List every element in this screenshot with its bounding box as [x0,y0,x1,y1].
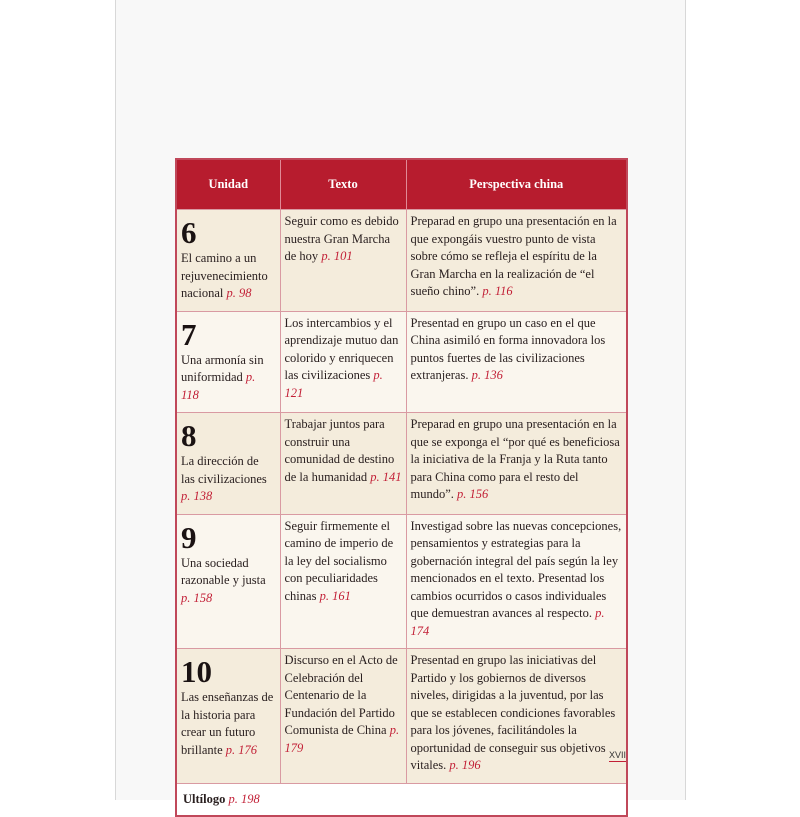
perspective-text: Presentad en grupo un caso en el que China asimiló en forma innovadora los puntos fuertes de las civilizaciones extranjeras. [410,315,606,382]
page-number: XVII [609,750,627,760]
unit-cell [176,649,280,784]
unit-number: 10 [181,654,212,689]
perspective-cell [406,514,627,649]
text-title: Discurso en el Acto de Celebración del Centenario de la Fundación del Partido Comunista de China [284,653,398,737]
page-ref-link[interactable]: p. 158 [181,590,213,605]
table-row [176,311,627,413]
page-ref-link[interactable]: p. 176 [225,742,258,757]
text-cell [280,413,406,515]
perspective-text: Investigad sobre las nuevas concepciones, pensamientos y estrategias para la gobernación integral del país según la ley mencionados en el texto. Presentad los cambios ocurridos o casos individuales que demuestran avances al respecto. [410,518,622,620]
perspective-text: Preparad en grupo una presentación en la que expongáis vuestro punto de vista sobre cómo se refleja el espíritu de la Gran Marcha en la realización de “el sueño chino”. [410,214,617,298]
unit-title: Una armonía sin uniformidad [181,352,264,384]
page-ref-link[interactable]: p. 138 [181,489,213,503]
unit-number: 8 [181,418,197,453]
perspective-text: Presentad en grupo las iniciativas del Partido y los gobiernos de diversos niveles, dirigidas a la juventud, por las que se establecen condiciones favorables para los jóvenes, facilitándoles la oportunidad de conseguir sus objetivos vitales. [410,653,616,772]
text-cell [280,210,406,312]
text-title: Trabajar juntos para construir una comunidad de destino de la humanidad [284,417,395,484]
table-row [176,514,627,649]
page-ref-link[interactable]: p. 161 [319,588,351,603]
unit-number: 6 [181,215,197,250]
unit-number: 7 [181,316,197,352]
table-row [176,649,627,784]
header-perspectiva: Perspectiva china [406,159,627,210]
unit-title: La dirección de las civilizaciones [181,454,267,486]
text-title: Seguir como es debido nuestra Gran Marcha de hoy [284,214,399,263]
perspective-cell [406,311,627,413]
page-ref-link[interactable]: p. 116 [482,284,513,298]
text-cell [280,514,406,649]
page-ref-link[interactable]: p. 136 [471,368,503,382]
page-ref-link[interactable]: p. 156 [457,487,489,501]
unit-cell [176,311,280,413]
unit-cell [176,514,280,649]
text-cell [280,311,406,413]
unit-title: Una sociedad razonable y justa [181,555,266,587]
page-ref-link[interactable]: p. 198 [228,791,260,806]
unit-cell [176,413,280,515]
text-cell [280,649,406,784]
page-ref-link[interactable]: p. 118 [181,370,256,402]
page-ref-link[interactable]: p. 101 [321,249,353,263]
perspective-text: Preparad en grupo una presentación en la que se exponga el “por qué es beneficiosa la iniciativa de la Franja y la Ruta tanto para China como para el resto del mundo”. [410,417,620,501]
perspective-cell [406,210,627,312]
unit-number: 9 [181,519,197,555]
header-texto: Texto [280,159,406,210]
page-ref-link[interactable]: p. 141 [370,469,402,484]
text-title: Los intercambios y el aprendizaje mutuo dan colorido y enriquecen las civilizaciones [284,315,399,382]
unit-cell [176,210,280,312]
unit-title: Las enseñanzas de la historia para crear un futuro brillante [181,690,274,757]
text-title: Seguir firmemente el camino de imperio de la ley del socialismo con peculiaridades chinas [284,518,394,603]
header-row [176,159,627,210]
contents-table [175,158,628,817]
perspective-cell [406,413,627,515]
table-row [176,413,627,515]
page-ref-link[interactable]: p. 121 [284,368,383,400]
page-ref-link[interactable]: p. 196 [449,758,481,772]
unit-title: El camino a un rejuvenecimiento nacional [181,251,268,300]
page-ref-link[interactable]: p. 98 [226,286,252,300]
perspective-cell [406,649,627,784]
table-row [176,210,627,312]
page-ref-link[interactable]: p. 179 [284,723,400,755]
ultilogo-label: Ultílogo [183,791,226,806]
page-ref-link[interactable]: p. 174 [410,606,605,638]
header-unidad: Unidad [176,159,280,210]
